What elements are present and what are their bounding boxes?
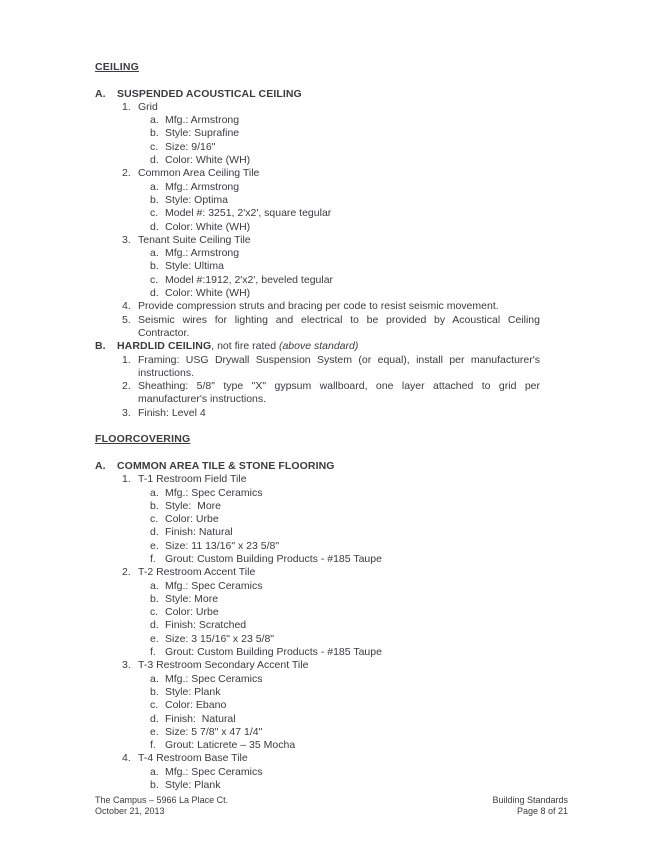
item-line-text: Mfg.: Spec Ceramics — [165, 672, 263, 685]
item-marker: d. — [150, 287, 159, 300]
item-marker: c. — [150, 140, 159, 153]
item-marker: 3. — [122, 233, 131, 246]
item-marker: d. — [150, 526, 159, 539]
list-block-heading — [95, 460, 540, 473]
item-line — [165, 553, 540, 566]
item-text — [165, 127, 540, 140]
item-line — [165, 686, 540, 699]
item-line — [138, 380, 540, 393]
block-letter-marker: A. — [95, 87, 106, 100]
item-line-text: Color: Urbe — [165, 606, 219, 619]
lettered-list-item — [95, 127, 540, 140]
lettered-list-item — [95, 540, 540, 553]
item-line-text: Mfg.: Armstrong — [165, 247, 240, 260]
footer-document-title: Building Standards — [492, 795, 568, 805]
item-marker: a. — [150, 247, 159, 260]
item-text — [165, 260, 540, 273]
item-text — [138, 354, 540, 381]
lettered-list-item — [95, 633, 540, 646]
item-line-text: Tenant Suite Ceiling Tile — [138, 233, 251, 246]
numbered-list-item — [95, 314, 540, 341]
item-text — [165, 726, 540, 739]
item-line — [165, 699, 540, 712]
lettered-list-item — [95, 114, 540, 127]
item-line-text: Grout: Laticrete – 35 Mocha — [165, 739, 296, 752]
item-text — [165, 739, 540, 752]
item-line-text: Style: More — [165, 499, 222, 512]
item-line — [138, 659, 540, 672]
item-marker: a. — [150, 180, 159, 193]
item-line — [138, 473, 540, 486]
item-text — [165, 274, 540, 287]
item-line — [165, 181, 540, 194]
document-content — [95, 61, 540, 792]
list-block-heading — [95, 340, 540, 353]
numbered-list-item — [95, 101, 540, 114]
item-line — [138, 752, 540, 765]
item-marker: b. — [150, 685, 159, 698]
lettered-list-item — [95, 699, 540, 712]
item-marker: b. — [150, 127, 159, 140]
item-line-text: Grid — [138, 100, 158, 113]
item-text — [165, 181, 540, 194]
item-line — [138, 393, 540, 406]
lettered-list-item — [95, 274, 540, 287]
item-line-text: Finish: Scratched — [165, 619, 247, 632]
item-line-text: Style: Plank — [165, 779, 221, 792]
item-marker: e. — [150, 725, 159, 738]
item-text — [165, 633, 540, 646]
lettered-list-item — [95, 221, 540, 234]
item-line-text: Finish: Natural — [165, 712, 236, 725]
item-marker: d. — [150, 619, 159, 632]
lettered-list-item — [95, 487, 540, 500]
lettered-list-item — [95, 766, 540, 779]
item-line-text: Size: 5 7/8" x 47 1/4" — [165, 725, 263, 738]
item-line — [138, 354, 540, 367]
item-line-text: Style: More — [165, 592, 219, 605]
item-line — [165, 726, 540, 739]
item-text — [165, 606, 540, 619]
numbered-list-item — [95, 300, 540, 313]
item-line — [165, 287, 540, 300]
item-line-text: Grout: Custom Building Products - #185 Taupe — [165, 552, 382, 565]
lettered-list-item — [95, 207, 540, 220]
item-marker: f. — [150, 739, 156, 752]
item-line — [165, 526, 540, 539]
block-letter-marker: B. — [95, 340, 106, 353]
item-marker: f. — [150, 552, 156, 565]
item-marker: f. — [150, 646, 156, 659]
lettered-list-item — [95, 779, 540, 792]
item-text — [165, 553, 540, 566]
lettered-list-item — [95, 713, 540, 726]
item-marker: 2. — [122, 380, 131, 393]
item-marker: c. — [150, 273, 159, 286]
item-text — [138, 101, 540, 114]
item-line-text: Finish: Natural — [165, 526, 233, 539]
item-line — [165, 194, 540, 207]
lettered-list-item — [95, 686, 540, 699]
item-line-text: Grout: Custom Building Products - #185 Taupe — [165, 646, 382, 659]
numbered-list-item — [95, 566, 540, 579]
item-line-text: Size: 3 15/16" x 23 5/8" — [165, 632, 275, 645]
item-line-text: Style: Ultima — [165, 260, 224, 273]
item-line — [138, 566, 540, 579]
item-line — [165, 713, 540, 726]
item-text — [138, 300, 540, 313]
numbered-list-item — [95, 473, 540, 486]
item-text — [165, 154, 540, 167]
item-text — [138, 659, 540, 672]
item-text — [165, 699, 540, 712]
block-title-bold: SUSPENDED ACOUSTICAL CEILING — [117, 87, 302, 100]
numbered-list-item — [95, 354, 540, 381]
item-line — [165, 141, 540, 154]
item-line-text: manufacturer's instructions. — [138, 393, 267, 406]
lettered-list-item — [95, 526, 540, 539]
footer-left — [95, 795, 228, 818]
block-title — [117, 340, 358, 353]
block-title-italic: (above standard) — [278, 340, 359, 353]
item-marker: d. — [150, 154, 159, 167]
item-line — [165, 207, 540, 220]
item-line-text: Color: White (WH) — [165, 154, 251, 167]
item-text — [165, 114, 540, 127]
item-line — [165, 260, 540, 273]
item-line — [165, 127, 540, 140]
item-marker: b. — [150, 592, 159, 605]
item-text — [138, 314, 540, 341]
block-title-bold: COMMON AREA TILE & STONE FLOORING — [117, 459, 335, 472]
item-line — [138, 407, 540, 420]
item-line — [165, 154, 540, 167]
item-marker: c. — [150, 606, 159, 619]
item-line-text: Size: 11 13/16" x 23 5/8" — [165, 539, 280, 552]
item-line-text: Sheathing: 5/8" type "X" gypsum wallboard, one layer attached to grid per — [138, 380, 540, 393]
item-line — [165, 540, 540, 553]
item-text — [165, 779, 540, 792]
lettered-list-item — [95, 513, 540, 526]
item-line-text: Color: White (WH) — [165, 220, 251, 233]
item-text — [165, 540, 540, 553]
item-text — [138, 473, 540, 486]
item-text — [165, 287, 540, 300]
block-letter-marker: A. — [95, 459, 106, 472]
item-line — [165, 580, 540, 593]
block-title-regular: , not fire rated — [211, 340, 279, 353]
item-line — [165, 487, 540, 500]
item-line — [138, 314, 540, 327]
item-marker: a. — [150, 579, 159, 592]
item-marker: a. — [150, 486, 159, 499]
item-line — [138, 327, 540, 340]
lettered-list-item — [95, 260, 540, 273]
item-marker: 2. — [122, 167, 131, 180]
item-line — [165, 221, 540, 234]
item-line — [165, 114, 540, 127]
item-text — [165, 487, 540, 500]
lettered-list-item — [95, 606, 540, 619]
item-text — [138, 752, 540, 765]
item-line-text: T-3 Restroom Secondary Accent Tile — [138, 659, 309, 672]
section-heading — [95, 61, 540, 74]
item-line-text: Mfg.: Spec Ceramics — [165, 579, 263, 592]
item-marker: c. — [150, 699, 159, 712]
item-text — [165, 141, 540, 154]
item-line — [138, 300, 540, 313]
item-line — [165, 274, 540, 287]
item-text — [165, 593, 540, 606]
page-footer — [95, 795, 568, 818]
numbered-list-item — [95, 659, 540, 672]
lettered-list-item — [95, 739, 540, 752]
item-marker: b. — [150, 193, 159, 206]
item-text — [165, 500, 540, 513]
item-line — [165, 593, 540, 606]
lettered-list-item — [95, 593, 540, 606]
item-line-text: Style: Plank — [165, 685, 221, 698]
item-text — [165, 766, 540, 779]
section-heading-text: CEILING — [95, 61, 139, 73]
item-marker: 3. — [122, 659, 131, 672]
item-line — [165, 739, 540, 752]
item-line-text: Model #: 3251, 2'x2', square tegular — [165, 207, 332, 220]
item-text — [138, 380, 540, 407]
item-line-text: Mfg.: Armstrong — [165, 180, 240, 193]
item-marker: d. — [150, 220, 159, 233]
item-line-text: Size: 9/16" — [165, 140, 216, 153]
numbered-list-item — [95, 234, 540, 247]
item-marker: a. — [150, 765, 159, 778]
item-line-text: Color: Ebano — [165, 699, 227, 712]
item-line — [165, 646, 540, 659]
item-text — [165, 526, 540, 539]
document-section — [95, 433, 540, 792]
item-line-text: T-2 Restroom Accent Tile — [138, 566, 256, 579]
item-text — [165, 619, 540, 632]
footer-project-address: The Campus – 5966 La Place Ct. — [95, 795, 229, 805]
item-text — [165, 713, 540, 726]
item-line-text: T-1 Restroom Field Tile — [138, 473, 247, 486]
item-line-text: T-4 Restroom Base Tile — [138, 752, 248, 765]
item-marker: e. — [150, 632, 159, 645]
lettered-list-item — [95, 726, 540, 739]
item-marker: b. — [150, 260, 159, 273]
item-line — [165, 766, 540, 779]
item-line-text: Seismic wires for lighting and electrical to be provided by Acoustical Ceiling — [138, 313, 540, 326]
item-text — [138, 234, 540, 247]
item-text — [165, 686, 540, 699]
item-text — [138, 167, 540, 180]
item-line — [138, 367, 540, 380]
item-marker: 4. — [122, 300, 131, 313]
item-line-text: Color: Urbe — [165, 513, 219, 526]
lettered-list-item — [95, 673, 540, 686]
numbered-list-item — [95, 380, 540, 407]
item-marker: 5. — [122, 313, 131, 326]
numbered-list-item — [95, 407, 540, 420]
item-line — [138, 167, 540, 180]
item-text — [165, 194, 540, 207]
footer-page-number: Page 8 of 21 — [516, 806, 568, 817]
item-line-text: Provide compression struts and bracing per code to resist seismic movement. — [138, 300, 499, 313]
block-title-bold: HARDLID CEILING — [117, 340, 212, 353]
lettered-list-item — [95, 154, 540, 167]
item-marker: a. — [150, 672, 159, 685]
item-text — [138, 407, 540, 420]
lettered-list-item — [95, 287, 540, 300]
block-title — [117, 88, 302, 101]
lettered-list-item — [95, 141, 540, 154]
lettered-list-item — [95, 646, 540, 659]
item-marker: 2. — [122, 566, 131, 579]
lettered-list-item — [95, 181, 540, 194]
item-marker: 3. — [122, 406, 131, 419]
document-section — [95, 61, 540, 420]
item-line — [165, 779, 540, 792]
item-line-text: Style: Suprafine — [165, 127, 240, 140]
item-text — [165, 646, 540, 659]
item-text — [138, 566, 540, 579]
item-marker: b. — [150, 779, 159, 792]
item-line — [165, 633, 540, 646]
item-text — [165, 207, 540, 220]
item-line — [138, 101, 540, 114]
item-text — [165, 247, 540, 260]
numbered-list-item — [95, 752, 540, 765]
item-line-text: Color: White (WH) — [165, 287, 251, 300]
block-title — [117, 460, 335, 473]
item-line — [165, 247, 540, 260]
lettered-list-item — [95, 580, 540, 593]
item-marker: e. — [150, 539, 159, 552]
item-line — [165, 500, 540, 513]
item-marker: b. — [150, 499, 159, 512]
lettered-list-item — [95, 194, 540, 207]
item-marker: d. — [150, 712, 159, 725]
footer-right — [492, 795, 568, 818]
item-line — [165, 673, 540, 686]
item-text — [165, 221, 540, 234]
item-line-text: Style: Optima — [165, 193, 229, 206]
item-line — [138, 234, 540, 247]
item-marker: 1. — [122, 353, 131, 366]
item-line-text: Model #:1912, 2'x2', beveled tegular — [165, 273, 334, 286]
item-text — [165, 580, 540, 593]
item-marker: c. — [150, 513, 159, 526]
item-line — [165, 606, 540, 619]
item-line-text: Contractor. — [138, 326, 190, 339]
item-marker: 1. — [122, 100, 131, 113]
item-marker: 4. — [122, 752, 131, 765]
item-line — [165, 513, 540, 526]
item-line-text: Common Area Ceiling Tile — [138, 167, 260, 180]
lettered-list-item — [95, 500, 540, 513]
item-line-text: Mfg.: Spec Ceramics — [165, 765, 263, 778]
item-line-text: Finish: Level 4 — [138, 406, 206, 419]
lettered-list-item — [95, 553, 540, 566]
section-heading-text: FLOORCOVERING — [95, 433, 191, 446]
item-line-text: Mfg.: Armstrong — [165, 114, 240, 127]
lettered-list-item — [95, 247, 540, 260]
item-line-text: Framing: USG Drywall Suspension System (or equal), install per manufacturer's — [138, 353, 540, 366]
item-marker: a. — [150, 114, 159, 127]
list-block-heading — [95, 88, 540, 101]
item-text — [165, 513, 540, 526]
item-line-text: Mfg.: Spec Ceramics — [165, 486, 263, 499]
numbered-list-item — [95, 167, 540, 180]
item-marker: c. — [150, 207, 159, 220]
item-marker: 1. — [122, 473, 131, 486]
item-line — [165, 619, 540, 632]
lettered-list-item — [95, 619, 540, 632]
section-heading — [95, 433, 540, 446]
item-text — [165, 673, 540, 686]
item-line-text: instructions. — [138, 366, 195, 379]
footer-date: October 21, 2013 — [95, 806, 165, 817]
